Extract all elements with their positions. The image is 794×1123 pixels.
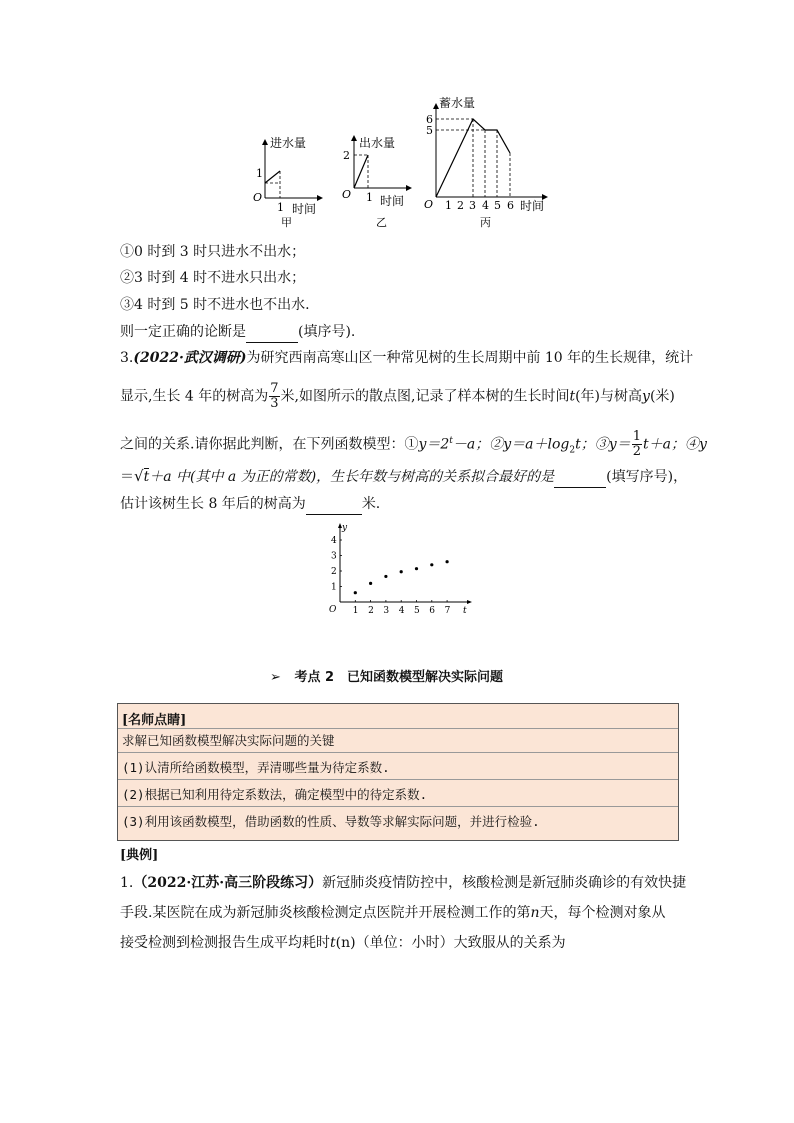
conclusion-suffix: (填序号). <box>298 324 356 340</box>
q3-line4-a: ＝ <box>120 469 134 485</box>
model-3: y＝ <box>608 436 631 453</box>
x-tick-label: 7 <box>444 606 451 616</box>
example-line3-b: （单位：小时）大致服从的关系为 <box>355 935 566 951</box>
scatter-point <box>400 570 403 573</box>
graph-bing <box>422 93 554 228</box>
example-line2-a: 手段.某医院在成为新冠肺炎核酸检测定点医院并开展检测工作的第 <box>120 905 531 921</box>
var-t: t <box>569 388 576 405</box>
q3-line3-a: 之间的关系.请你据此判断，在下列函数模型：① <box>120 436 419 453</box>
y-tick-label: 1 <box>331 582 337 593</box>
bing-xtick-3: 3 <box>469 199 476 212</box>
bing-ytick-6: 6 <box>426 113 433 126</box>
x-tick-label: 1 <box>352 606 359 616</box>
y-tick-label: 2 <box>331 567 337 577</box>
graph-yi <box>336 133 416 228</box>
yi-origin: O <box>342 188 352 201</box>
bing-xtick-1: 1 <box>445 199 452 212</box>
bing-ylabel: 蓄水量 <box>439 96 476 110</box>
q3-number: 3. <box>120 350 134 366</box>
example-line1-text: 新冠肺炎疫情防控中，核酸检测是新冠肺炎确诊的有效快捷 <box>322 875 687 891</box>
model-1: y＝2 <box>418 436 450 453</box>
example-source: （2022·江苏·高三阶段练习） <box>133 875 323 891</box>
jia-ytick: 1 <box>256 167 263 180</box>
graph-jia <box>245 133 325 228</box>
tip-row-0: 求解已知函数模型解决实际问题的关键 <box>122 733 335 748</box>
scatter-point <box>369 582 372 585</box>
model-2-tail: t；③ <box>575 436 609 453</box>
q3-line2-b: 米,如图所示的散点图,记录了样本树的生长时间 <box>280 388 570 405</box>
yi-ytick: 2 <box>343 149 350 162</box>
q3-line-2 <box>120 382 675 411</box>
model-2-base: 2 <box>569 445 576 456</box>
model-2: y＝a＋log <box>503 436 570 453</box>
model-4-y: y <box>698 436 707 453</box>
x-tick-label: 2 <box>368 606 374 616</box>
yi-xlabel: 时间 <box>380 194 405 208</box>
section-title: 考点 2 已知函数模型解决实际问题 <box>294 670 504 685</box>
answer-blank <box>246 322 298 343</box>
jia-caption: 甲 <box>281 216 292 228</box>
q3-line-1 <box>120 348 693 368</box>
q3-line-3 <box>120 430 707 460</box>
bing-xtick-5: 5 <box>494 199 501 212</box>
sqrt-t: t <box>143 469 150 485</box>
q3-line4-c: (填写序号)， <box>606 469 688 485</box>
scatter-xlabel: t <box>463 606 467 616</box>
section-heading <box>270 666 503 685</box>
yi-line <box>354 155 368 188</box>
q3-source: (2022·武汉调研) <box>133 350 247 366</box>
jia-xtick: 1 <box>277 201 284 214</box>
x-tick-label: 4 <box>398 606 405 616</box>
tip-row-1: (1)认清所给函数模型，弄清哪些量为待定系数. <box>122 760 390 775</box>
q3-line-5 <box>120 494 380 515</box>
q3-line4-b: ＋a 中(其中 a 为正的常数)，生长年数与树高的关系拟合最好的是 <box>149 469 555 485</box>
height-answer-blank <box>306 494 362 515</box>
conclusion-text: 则一定正确的论断是 <box>120 324 246 340</box>
bing-origin: O <box>424 198 434 211</box>
example-line2-b: 天，每个检测对象从 <box>539 905 666 921</box>
y-tick-label: 3 <box>331 551 337 562</box>
tip-row-2: (2)根据已知利用待定系数法，确定模型中的待定系数. <box>122 787 428 802</box>
bing-xtick-4: 4 <box>482 199 489 212</box>
var-y: y <box>642 388 650 405</box>
yi-ylabel: 出水量 <box>359 136 396 150</box>
example-number: 1. <box>120 875 134 891</box>
scatter-point <box>384 575 387 578</box>
model-answer-blank <box>554 467 606 488</box>
statement-1: ①0 时到 3 时只进水不出水； <box>120 244 306 260</box>
sqrt-icon: √ <box>134 467 144 485</box>
scatter-ylabel: y <box>342 523 348 533</box>
func-arg: (n) <box>335 935 356 951</box>
example-line-1 <box>120 873 686 893</box>
example-line-3 <box>120 933 566 953</box>
q3-line2-c: (年)与树高 <box>575 388 643 405</box>
jia-ylabel: 进水量 <box>270 136 307 150</box>
example-heading: [典例] <box>120 848 159 863</box>
bing-xlabel: 时间 <box>520 199 545 213</box>
y-tick-label: 4 <box>331 536 337 546</box>
yi-xtick: 1 <box>366 191 373 204</box>
x-tick-label: 5 <box>414 606 420 616</box>
scatter-origin: O <box>329 605 337 615</box>
example-line-2 <box>120 903 665 923</box>
scatter-point <box>354 591 357 594</box>
var-n: n <box>530 905 540 921</box>
model-1-tail: －a；② <box>452 436 504 453</box>
x-tick-label: 6 <box>429 606 436 616</box>
jia-line <box>265 171 280 183</box>
bing-xtick-2: 2 <box>457 199 464 212</box>
jia-origin: O <box>253 191 263 204</box>
q3-line2-d: (米) <box>649 388 675 405</box>
jia-xlabel: 时间 <box>292 202 317 216</box>
scatter-point <box>415 567 418 570</box>
fraction-7-3: $\frac{7}{3}$ <box>270 381 279 411</box>
tip-box <box>117 703 679 841</box>
q3-line1-text: 为研究西南高寒山区一种常见树的生长周期中前 10 年的生长规律，统计 <box>246 350 694 366</box>
q3-line2-a: 显示,生长 4 年的树高为 <box>120 388 269 405</box>
scatter-point <box>446 560 449 563</box>
arrow-icon: ➢ <box>270 670 281 685</box>
bing-caption: 丙 <box>480 216 491 228</box>
x-tick-label: 3 <box>383 606 390 616</box>
model-1-exp: t <box>449 435 453 446</box>
tip-title: [名师点睛] <box>122 713 187 728</box>
q3-line-4 <box>120 466 687 488</box>
statement-3: ③4 时到 5 时不进水也不出水. <box>120 297 310 313</box>
statement-2: ②3 时到 4 时不进水只出水； <box>120 270 306 286</box>
yi-caption: 乙 <box>376 216 387 228</box>
bing-ytick-5: 5 <box>426 124 433 137</box>
fraction-1-2: $\frac{1}{2}$ <box>632 429 641 459</box>
model-3-tail: t＋a；④ <box>642 436 699 453</box>
example-line3-a: 接受检测到检测报告生成平均耗时 <box>120 935 330 951</box>
bing-xtick-6: 6 <box>507 199 514 212</box>
tip-row-3: (3)利用该函数模型，借助函数的性质、导数等求解实际问题，并进行检验. <box>122 814 540 829</box>
scatter-chart <box>325 520 475 620</box>
q3-line5-b: 米. <box>361 496 381 512</box>
conclusion-line <box>120 322 355 343</box>
func-t: t <box>330 935 336 951</box>
scatter-point <box>430 563 433 566</box>
q3-line5-a: 估计该树生长 8 年后的树高为 <box>120 496 306 512</box>
